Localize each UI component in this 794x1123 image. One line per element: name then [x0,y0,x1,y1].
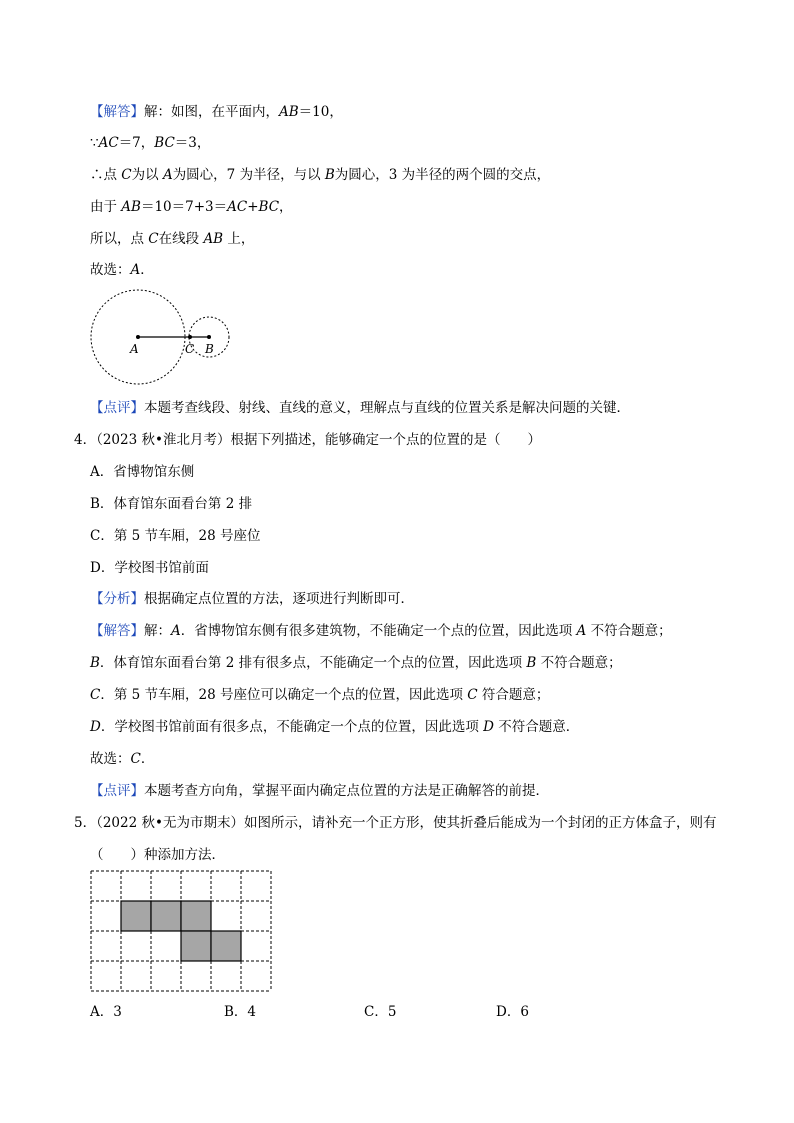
q4-stem: 4．（2023 秋•淮北月考）根据下列描述，能够确定一个点的位置的是（ ） [74,432,541,448]
comment-tag: 【点评】 [90,783,144,799]
shaded-squares [121,901,241,961]
net-grid-figure [90,870,274,994]
point-c [188,335,192,339]
q4-comment: 【点评】本题考查方向角，掌握平面内确定点位置的方法是正确解答的前提． [90,783,549,799]
q3-answer-line-3: ∴点 C为以 A为圆心，7 为半径，与以 B为圆心，3 为半径的两个圆的交点， [90,167,551,183]
q3-answer-line-1: 【解答】解：如图，在平面内，AB＝10， [90,104,343,120]
square-4 [181,931,211,961]
q3-answer-line-4: 由于 AB＝10＝7+3＝AC+BC， [90,199,293,215]
answer-tag: 【解答】 [90,623,144,639]
q4-answer-line-2: B．体育馆东面看台第 2 排有很多点，不能确定一个点的位置，因此选项 B 不符合题意； [90,655,622,671]
q5-option-a: A．3 [90,1004,122,1020]
label-c: C [185,342,195,356]
q5-stem: 5．（2022 秋•无为市期末）如图所示，请补充一个正方形，使其折叠后能成为一个封闭的正方体盒子，则有 [74,815,717,831]
square-2 [151,901,181,931]
q3-answer-line-2: ∵AC＝7，BC＝3， [90,135,211,151]
q4-option-b: B．体育馆东面看台第 2 排 [90,496,253,512]
q4-option-c: C．第 5 节车厢，28 号座位 [90,528,261,544]
label-a: A [130,342,139,356]
circles-figure [84,290,244,390]
q4-answer-line-1: 【解答】解：A．省博物馆东侧有很多建筑物，不能确定一个点的位置，因此选项 A 不符合题意； [90,623,672,639]
q4-answer-line-3: C．第 5 节车厢，28 号座位可以确定一个点的位置，因此选项 C 符合题意； [90,687,550,703]
q4-option-d: D．学校图书馆前面 [90,560,209,576]
label-b: B [205,342,214,356]
point-b [207,335,211,339]
q5-stem-continued: （ ）种添加方法． [90,847,225,863]
answer-tag: 【解答】 [90,104,144,120]
q3-answer-line-6: 故选：A． [90,262,154,278]
q4-option-a: A．省博物馆东侧 [90,464,195,480]
q3-answer-line-5: 所以，点 C在线段 AB 上， [90,231,255,247]
comment-tag: 【点评】 [90,400,144,416]
analysis-tag: 【分析】 [90,591,144,607]
q5-option-b: B．4 [224,1004,257,1020]
q5-option-c: C．5 [364,1004,397,1020]
q4-analysis: 【分析】根据确定点位置的方法，逐项进行判断即可． [90,591,414,607]
q4-answer-line-4: D．学校图书馆前面有很多点，不能确定一个点的位置，因此选项 D 不符合题意． [90,719,580,735]
q5-option-d: D．6 [496,1004,529,1020]
square-3 [181,901,211,931]
square-1 [121,901,151,931]
q3-comment-line: 【点评】本题考查线段、射线、直线的意义，理解点与直线的位置关系是解决问题的关键． [90,400,630,416]
point-a [136,335,140,339]
q4-choice: 故选：C． [90,751,155,767]
square-5 [211,931,241,961]
